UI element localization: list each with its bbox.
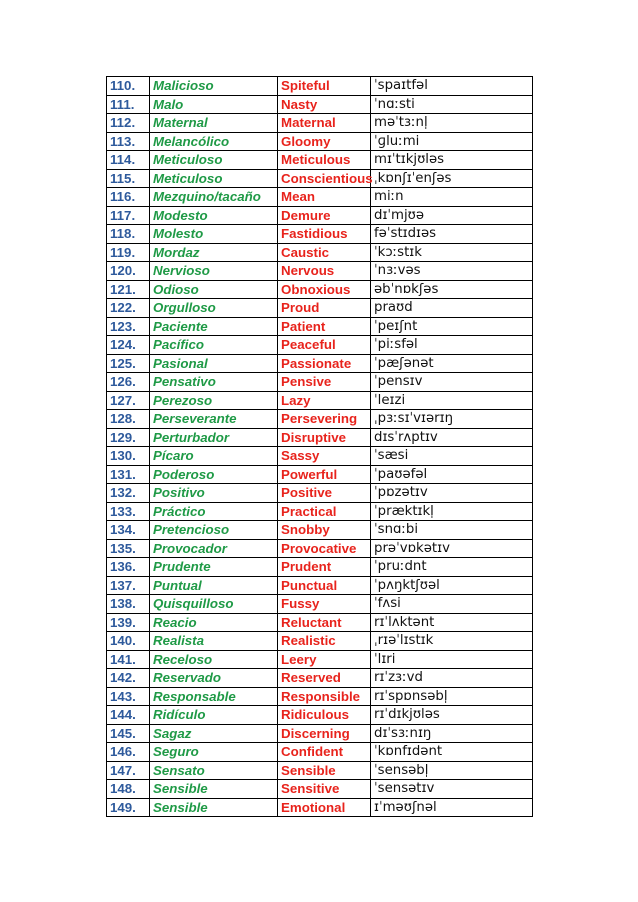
number-cell: 133. bbox=[107, 502, 150, 521]
english-word-cell: Spiteful bbox=[278, 77, 371, 96]
english-word-cell: Maternal bbox=[278, 114, 371, 133]
table-row bbox=[107, 243, 533, 262]
english-word-cell: Passionate bbox=[278, 354, 371, 373]
spanish-word-cell: Positivo bbox=[150, 484, 278, 503]
number-cell: 136. bbox=[107, 558, 150, 577]
table-row bbox=[107, 743, 533, 762]
pronunciation-cell: ˈlɪri bbox=[371, 650, 533, 669]
spanish-word-cell: Malicioso bbox=[150, 77, 278, 96]
pronunciation-cell: ˈpaʊəfəl bbox=[371, 465, 533, 484]
table-row bbox=[107, 465, 533, 484]
table-row bbox=[107, 428, 533, 447]
table-row bbox=[107, 706, 533, 725]
number-cell: 140. bbox=[107, 632, 150, 651]
spanish-word-cell: Modesto bbox=[150, 206, 278, 225]
spanish-word-cell: Pícaro bbox=[150, 447, 278, 466]
table-row bbox=[107, 354, 533, 373]
spanish-word-cell: Melancólico bbox=[150, 132, 278, 151]
number-cell: 142. bbox=[107, 669, 150, 688]
number-cell: 110. bbox=[107, 77, 150, 96]
pronunciation-cell: ˈpruːdnt bbox=[371, 558, 533, 577]
table-row bbox=[107, 595, 533, 614]
spanish-word-cell: Perezoso bbox=[150, 391, 278, 410]
english-word-cell: Discerning bbox=[278, 724, 371, 743]
number-cell: 144. bbox=[107, 706, 150, 725]
spanish-word-cell: Odioso bbox=[150, 280, 278, 299]
english-word-cell: Proud bbox=[278, 299, 371, 318]
pronunciation-cell: rɪˈlʌktənt bbox=[371, 613, 533, 632]
pronunciation-cell: ˈpɒzətɪv bbox=[371, 484, 533, 503]
pronunciation-cell: ˈsæsi bbox=[371, 447, 533, 466]
spanish-word-cell: Sensible bbox=[150, 798, 278, 817]
table-row bbox=[107, 169, 533, 188]
spanish-word-cell: Paciente bbox=[150, 317, 278, 336]
spanish-word-cell: Realista bbox=[150, 632, 278, 651]
number-cell: 118. bbox=[107, 225, 150, 244]
table-row bbox=[107, 262, 533, 281]
english-word-cell: Provocative bbox=[278, 539, 371, 558]
pronunciation-cell: mɪˈtɪkjʊləs bbox=[371, 151, 533, 170]
pronunciation-cell: ˌkɒnʃɪˈenʃəs bbox=[371, 169, 533, 188]
pronunciation-cell: ˈspaɪtfəl bbox=[371, 77, 533, 96]
pronunciation-cell: ˈpiːsfəl bbox=[371, 336, 533, 355]
english-word-cell: Reluctant bbox=[278, 613, 371, 632]
spanish-word-cell: Malo bbox=[150, 95, 278, 114]
pronunciation-cell: ˈfʌsi bbox=[371, 595, 533, 614]
english-word-cell: Peaceful bbox=[278, 336, 371, 355]
english-word-cell: Sassy bbox=[278, 447, 371, 466]
spanish-word-cell: Orgulloso bbox=[150, 299, 278, 318]
number-cell: 124. bbox=[107, 336, 150, 355]
english-word-cell: Lazy bbox=[278, 391, 371, 410]
table-row bbox=[107, 669, 533, 688]
english-word-cell: Demure bbox=[278, 206, 371, 225]
spanish-word-cell: Sagaz bbox=[150, 724, 278, 743]
english-word-cell: Snobby bbox=[278, 521, 371, 540]
pronunciation-cell: ˈpræktɪkl̩ bbox=[371, 502, 533, 521]
number-cell: 145. bbox=[107, 724, 150, 743]
table-row bbox=[107, 132, 533, 151]
english-word-cell: Patient bbox=[278, 317, 371, 336]
number-cell: 115. bbox=[107, 169, 150, 188]
spanish-word-cell: Maternal bbox=[150, 114, 278, 133]
spanish-word-cell: Perseverante bbox=[150, 410, 278, 429]
number-cell: 122. bbox=[107, 299, 150, 318]
english-word-cell: Responsible bbox=[278, 687, 371, 706]
number-cell: 112. bbox=[107, 114, 150, 133]
table-row bbox=[107, 761, 533, 780]
pronunciation-cell: ɪˈməʊʃnəl bbox=[371, 798, 533, 817]
vocabulary-sheet bbox=[106, 76, 532, 817]
number-cell: 123. bbox=[107, 317, 150, 336]
spanish-word-cell: Seguro bbox=[150, 743, 278, 762]
table-row bbox=[107, 114, 533, 133]
pronunciation-cell: prəˈvɒkətɪv bbox=[371, 539, 533, 558]
spanish-word-cell: Nervioso bbox=[150, 262, 278, 281]
table-row bbox=[107, 632, 533, 651]
spanish-word-cell: Puntual bbox=[150, 576, 278, 595]
english-word-cell: Caustic bbox=[278, 243, 371, 262]
english-word-cell: Sensible bbox=[278, 761, 371, 780]
spanish-word-cell: Molesto bbox=[150, 225, 278, 244]
table-row bbox=[107, 373, 533, 392]
pronunciation-cell: ˈnɜːvəs bbox=[371, 262, 533, 281]
vocabulary-table bbox=[106, 76, 533, 817]
pronunciation-cell: ˈkɒnfɪdənt bbox=[371, 743, 533, 762]
spanish-word-cell: Meticuloso bbox=[150, 151, 278, 170]
spanish-word-cell: Mezquino/tacaño bbox=[150, 188, 278, 207]
number-cell: 119. bbox=[107, 243, 150, 262]
number-cell: 117. bbox=[107, 206, 150, 225]
number-cell: 134. bbox=[107, 521, 150, 540]
spanish-word-cell: Reservado bbox=[150, 669, 278, 688]
number-cell: 121. bbox=[107, 280, 150, 299]
english-word-cell: Practical bbox=[278, 502, 371, 521]
pronunciation-cell: fəˈstɪdɪəs bbox=[371, 225, 533, 244]
spanish-word-cell: Pasional bbox=[150, 354, 278, 373]
table-row bbox=[107, 410, 533, 429]
pronunciation-cell: rɪˈdɪkjʊləs bbox=[371, 706, 533, 725]
number-cell: 129. bbox=[107, 428, 150, 447]
pronunciation-cell: əbˈnɒkʃəs bbox=[371, 280, 533, 299]
pronunciation-cell: ˈkɔːstɪk bbox=[371, 243, 533, 262]
number-cell: 141. bbox=[107, 650, 150, 669]
english-word-cell: Powerful bbox=[278, 465, 371, 484]
english-word-cell: Sensitive bbox=[278, 780, 371, 799]
table-row bbox=[107, 502, 533, 521]
table-row bbox=[107, 280, 533, 299]
number-cell: 125. bbox=[107, 354, 150, 373]
table-row bbox=[107, 225, 533, 244]
number-cell: 131. bbox=[107, 465, 150, 484]
english-word-cell: Fastidious bbox=[278, 225, 371, 244]
english-word-cell: Obnoxious bbox=[278, 280, 371, 299]
english-word-cell: Mean bbox=[278, 188, 371, 207]
pronunciation-cell: ˈsensətɪv bbox=[371, 780, 533, 799]
spanish-word-cell: Quisquilloso bbox=[150, 595, 278, 614]
table-row bbox=[107, 77, 533, 96]
english-word-cell: Nervous bbox=[278, 262, 371, 281]
number-cell: 148. bbox=[107, 780, 150, 799]
number-cell: 137. bbox=[107, 576, 150, 595]
english-word-cell: Pensive bbox=[278, 373, 371, 392]
table-row bbox=[107, 299, 533, 318]
english-word-cell: Gloomy bbox=[278, 132, 371, 151]
table-row bbox=[107, 447, 533, 466]
pronunciation-cell: ˈnɑːsti bbox=[371, 95, 533, 114]
pronunciation-cell: ˈsensəbl̩ bbox=[371, 761, 533, 780]
english-word-cell: Conscientious bbox=[278, 169, 371, 188]
spanish-word-cell: Perturbador bbox=[150, 428, 278, 447]
table-row bbox=[107, 317, 533, 336]
number-cell: 138. bbox=[107, 595, 150, 614]
english-word-cell: Confident bbox=[278, 743, 371, 762]
table-row bbox=[107, 780, 533, 799]
pronunciation-cell: ˈleɪzi bbox=[371, 391, 533, 410]
number-cell: 128. bbox=[107, 410, 150, 429]
table-row bbox=[107, 336, 533, 355]
pronunciation-cell: rɪˈspɒnsəbl̩ bbox=[371, 687, 533, 706]
table-row bbox=[107, 798, 533, 817]
number-cell: 149. bbox=[107, 798, 150, 817]
pronunciation-cell: məˈtɜːnl̩ bbox=[371, 114, 533, 133]
spanish-word-cell: Sensato bbox=[150, 761, 278, 780]
number-cell: 120. bbox=[107, 262, 150, 281]
pronunciation-cell: ˈpʌŋktʃʊəl bbox=[371, 576, 533, 595]
number-cell: 146. bbox=[107, 743, 150, 762]
number-cell: 130. bbox=[107, 447, 150, 466]
pronunciation-cell: dɪˈmjʊə bbox=[371, 206, 533, 225]
spanish-word-cell: Responsable bbox=[150, 687, 278, 706]
spanish-word-cell: Provocador bbox=[150, 539, 278, 558]
table-row bbox=[107, 206, 533, 225]
english-word-cell: Nasty bbox=[278, 95, 371, 114]
spanish-word-cell: Pensativo bbox=[150, 373, 278, 392]
pronunciation-cell: ˈpensɪv bbox=[371, 373, 533, 392]
spanish-word-cell: Prudente bbox=[150, 558, 278, 577]
english-word-cell: Prudent bbox=[278, 558, 371, 577]
number-cell: 147. bbox=[107, 761, 150, 780]
english-word-cell: Emotional bbox=[278, 798, 371, 817]
english-word-cell: Ridiculous bbox=[278, 706, 371, 725]
vocabulary-table-body bbox=[107, 77, 533, 817]
english-word-cell: Positive bbox=[278, 484, 371, 503]
number-cell: 114. bbox=[107, 151, 150, 170]
pronunciation-cell: ˈsnɑːbi bbox=[371, 521, 533, 540]
pronunciation-cell: rɪˈzɜːvd bbox=[371, 669, 533, 688]
spanish-word-cell: Mordaz bbox=[150, 243, 278, 262]
table-row bbox=[107, 188, 533, 207]
spanish-word-cell: Pacífico bbox=[150, 336, 278, 355]
number-cell: 116. bbox=[107, 188, 150, 207]
spanish-word-cell: Práctico bbox=[150, 502, 278, 521]
english-word-cell: Disruptive bbox=[278, 428, 371, 447]
spanish-word-cell: Reacio bbox=[150, 613, 278, 632]
pronunciation-cell: miːn bbox=[371, 188, 533, 207]
english-word-cell: Fussy bbox=[278, 595, 371, 614]
spanish-word-cell: Meticuloso bbox=[150, 169, 278, 188]
pronunciation-cell: praʊd bbox=[371, 299, 533, 318]
table-row bbox=[107, 613, 533, 632]
table-row bbox=[107, 576, 533, 595]
english-word-cell: Punctual bbox=[278, 576, 371, 595]
pronunciation-cell: ˌrɪəˈlɪstɪk bbox=[371, 632, 533, 651]
spanish-word-cell: Receloso bbox=[150, 650, 278, 669]
spanish-word-cell: Poderoso bbox=[150, 465, 278, 484]
english-word-cell: Meticulous bbox=[278, 151, 371, 170]
table-row bbox=[107, 484, 533, 503]
table-row bbox=[107, 391, 533, 410]
pronunciation-cell: ˌpɜːsɪˈvɪərɪŋ bbox=[371, 410, 533, 429]
table-row bbox=[107, 151, 533, 170]
pronunciation-cell: ˈpeɪʃnt bbox=[371, 317, 533, 336]
number-cell: 143. bbox=[107, 687, 150, 706]
spanish-word-cell: Sensible bbox=[150, 780, 278, 799]
number-cell: 127. bbox=[107, 391, 150, 410]
english-word-cell: Leery bbox=[278, 650, 371, 669]
english-word-cell: Reserved bbox=[278, 669, 371, 688]
pronunciation-cell: ˈpæʃənət bbox=[371, 354, 533, 373]
number-cell: 132. bbox=[107, 484, 150, 503]
table-row bbox=[107, 650, 533, 669]
pronunciation-cell: ˈɡluːmi bbox=[371, 132, 533, 151]
number-cell: 126. bbox=[107, 373, 150, 392]
spanish-word-cell: Pretencioso bbox=[150, 521, 278, 540]
number-cell: 139. bbox=[107, 613, 150, 632]
pronunciation-cell: dɪsˈrʌptɪv bbox=[371, 428, 533, 447]
table-row bbox=[107, 558, 533, 577]
number-cell: 113. bbox=[107, 132, 150, 151]
english-word-cell: Persevering bbox=[278, 410, 371, 429]
table-row bbox=[107, 539, 533, 558]
table-row bbox=[107, 521, 533, 540]
table-row bbox=[107, 724, 533, 743]
table-row bbox=[107, 95, 533, 114]
english-word-cell: Realistic bbox=[278, 632, 371, 651]
pronunciation-cell: dɪˈsɜːnɪŋ bbox=[371, 724, 533, 743]
table-row bbox=[107, 687, 533, 706]
number-cell: 111. bbox=[107, 95, 150, 114]
spanish-word-cell: Ridículo bbox=[150, 706, 278, 725]
number-cell: 135. bbox=[107, 539, 150, 558]
